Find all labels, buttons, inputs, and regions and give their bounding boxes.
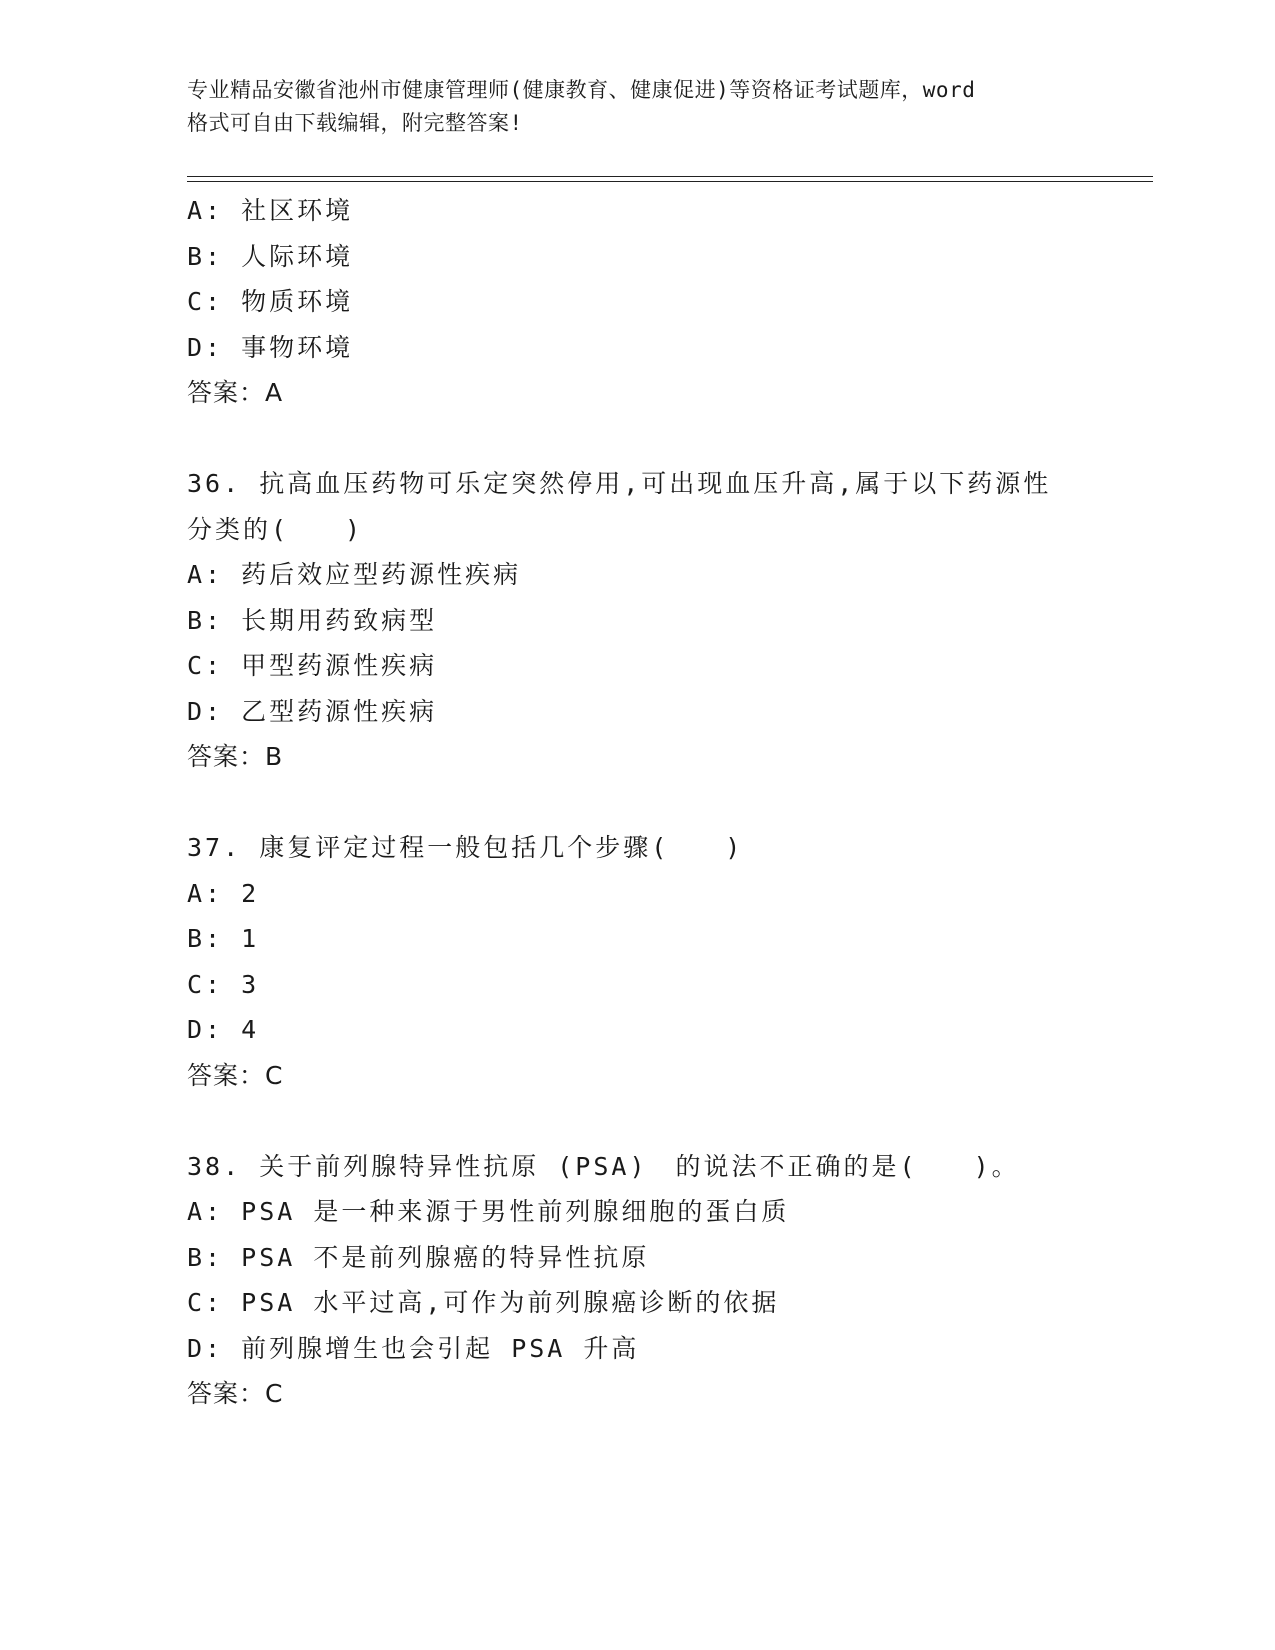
answer-line: 答案：B — [187, 742, 284, 771]
question-36 — [187, 461, 1147, 780]
question-stem: 37. 康复评定过程一般包括几个步骤( ) — [187, 833, 744, 862]
option-d: D: 4 — [187, 1015, 260, 1044]
option-a: A: 2 — [187, 878, 260, 908]
spacer — [187, 416, 1147, 462]
option-a: A: PSA 是一种来源于男性前列腺细胞的蛋白质 — [187, 1197, 790, 1226]
option-c: C: 甲型药源性疾病 — [187, 651, 438, 680]
question-37 — [187, 825, 1147, 1098]
question-38 — [187, 1144, 1147, 1417]
option-c: C: 3 — [187, 969, 260, 999]
option-d: D: 事物环境 — [187, 332, 354, 362]
header-divider-top — [187, 176, 1153, 177]
option-c: C: 物质环境 — [187, 287, 354, 316]
header-line-2: 格式可自由下载编辑，附完整答案! — [187, 111, 523, 135]
option-a: A: 药后效应型药源性疾病 — [187, 560, 522, 589]
option-b: B: 人际环境 — [187, 241, 354, 271]
answer-line: 答案：C — [187, 1379, 284, 1408]
spacer — [187, 1098, 1147, 1144]
option-d: D: 乙型药源性疾病 — [187, 696, 438, 726]
question-35 — [187, 188, 1147, 416]
question-list — [187, 188, 1147, 1417]
question-stem: 36. 抗高血压药物可乐定突然停用,可出现血压升高,属于以下药源性 — [187, 469, 1052, 498]
option-b: B: 长期用药致病型 — [187, 605, 438, 635]
option-b: B: PSA 不是前列腺癌的特异性抗原 — [187, 1242, 650, 1272]
document-header — [187, 74, 1087, 140]
spacer — [187, 780, 1147, 826]
header-divider-bottom — [187, 181, 1153, 182]
answer-line: 答案：C — [187, 1060, 284, 1090]
option-a: A: 社区环境 — [187, 196, 354, 225]
question-stem-continued: 分类的( ) — [187, 514, 364, 544]
option-b: B: 1 — [187, 924, 260, 953]
option-d: D: 前列腺增生也会引起 PSA 升高 — [187, 1333, 640, 1363]
answer-line: 答案：A — [187, 378, 284, 407]
question-stem: 38. 关于前列腺特异性抗原 (PSA) 的说法不正确的是( )。 — [187, 1151, 1020, 1181]
header-line-1: 专业精品安徽省池州市健康管理师(健康教育、健康促进)等资格证考试题库，word — [187, 78, 976, 102]
option-c: C: PSA 水平过高,可作为前列腺癌诊断的依据 — [187, 1288, 780, 1317]
